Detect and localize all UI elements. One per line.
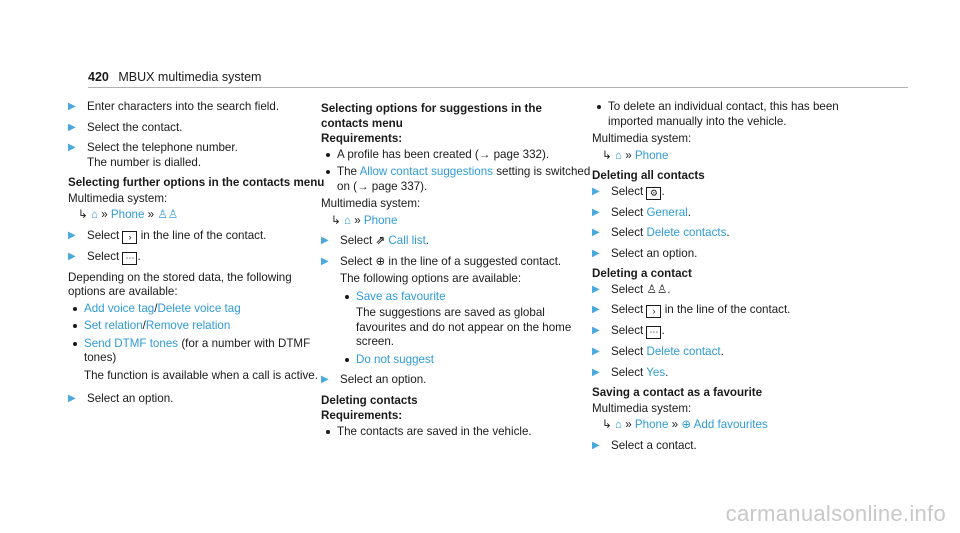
column-2 bbox=[321, 100, 591, 442]
column-1 bbox=[68, 100, 328, 413]
add-circle-icon: ⊕ bbox=[681, 418, 692, 431]
forward-icon: » bbox=[354, 213, 361, 227]
list-item: The contacts are saved in the vehicle. bbox=[321, 425, 591, 440]
watermark: carmanualsonline.info bbox=[725, 501, 946, 526]
requirements-label: Requirements: bbox=[321, 409, 403, 422]
path-phone: Phone bbox=[634, 148, 669, 162]
step: ▶ Select an option. bbox=[68, 392, 328, 407]
general-link[interactable]: General bbox=[646, 205, 688, 219]
path-arrow-icon: ↳ bbox=[602, 418, 612, 431]
yes-link[interactable]: Yes bbox=[646, 365, 666, 379]
add-favourites-link[interactable]: Add favourites bbox=[693, 418, 768, 431]
section-heading: Saving a contact as a favourite bbox=[592, 386, 763, 399]
chevron-right-icon: › bbox=[122, 231, 137, 244]
page-header bbox=[88, 70, 261, 84]
option-link[interactable]: Add voice tag bbox=[84, 301, 155, 315]
list-item: To delete an individual contact, this has been imported manually into the vehicle. bbox=[592, 100, 872, 129]
path-phone: Phone bbox=[634, 418, 669, 431]
home-icon: ⌂ bbox=[614, 418, 622, 431]
path-arrow-icon: ↳ bbox=[602, 148, 612, 162]
list-item: Add voice tag/Delete voice tag bbox=[68, 302, 328, 317]
home-icon: ⌂ bbox=[614, 148, 622, 162]
option-link[interactable]: Do not suggest bbox=[356, 352, 434, 366]
list-item: The Allow contact suggestions setting is switched on (→ page 337). bbox=[321, 165, 591, 194]
step: ▶ Select ⊕ in the line of a suggested contact. The following options are available: Save as favourite The suggestions are saved as global favourites and do not appear on the home screen. Do not suggest bbox=[321, 255, 591, 368]
settings-icon: ⚙ bbox=[646, 187, 661, 200]
step: ▶ Select › in the line of the contact. bbox=[592, 303, 872, 318]
list-item: A profile has been created (→ page 332). bbox=[321, 148, 591, 163]
forward-icon: » bbox=[671, 418, 679, 431]
option-link[interactable]: Remove relation bbox=[145, 319, 231, 332]
section-heading: Selecting options for suggestions in the contacts menu bbox=[321, 102, 542, 130]
home-icon: ⌂ bbox=[343, 213, 351, 227]
delete-contact-link[interactable]: Delete contact bbox=[646, 345, 721, 358]
step: ▶ Select the contact. bbox=[68, 121, 328, 136]
more-icon: ⋯ bbox=[646, 326, 661, 339]
step: ▶ Select ⚙ . bbox=[592, 185, 872, 200]
label: Multimedia system: bbox=[68, 191, 168, 205]
step: ▶ Select Delete contact. bbox=[592, 345, 872, 360]
step: ▶ Enter characters into the search field. bbox=[68, 100, 328, 115]
label: Multimedia system: bbox=[592, 401, 692, 415]
menu-path bbox=[68, 208, 328, 223]
step: ▶ Select ⇗ Call list. bbox=[321, 234, 591, 249]
path-arrow-icon: ↳ bbox=[78, 208, 88, 221]
step: ▶ Select an option. bbox=[592, 247, 872, 262]
call-list-icon: ⇗ bbox=[375, 234, 386, 247]
step: ▶ Select ♙♙. bbox=[592, 283, 872, 298]
step: ▶ Select an option. bbox=[321, 373, 591, 388]
section-heading: Deleting contacts bbox=[321, 393, 418, 407]
setting-link[interactable]: Allow contact suggestions bbox=[359, 165, 493, 178]
path-arrow-icon: ↳ bbox=[331, 213, 341, 227]
option-link[interactable]: Set relation bbox=[84, 319, 143, 332]
page-header-title: MBUX multimedia system bbox=[118, 70, 262, 84]
forward-icon: » bbox=[625, 418, 632, 431]
call-list-link[interactable]: Call list bbox=[388, 234, 426, 247]
label: Multimedia system: bbox=[321, 197, 421, 210]
step: ▶ Select ⋯ . bbox=[68, 250, 328, 265]
contacts-icon: ♙♙ bbox=[157, 208, 179, 221]
chevron-down-circle-icon: ⊕ bbox=[375, 254, 386, 268]
home-icon: ⌂ bbox=[90, 208, 98, 221]
option-link[interactable]: Send DTMF tones bbox=[84, 336, 179, 350]
forward-icon: » bbox=[147, 208, 155, 221]
option-link[interactable]: Delete voice tag bbox=[157, 301, 241, 315]
menu-path bbox=[592, 149, 872, 164]
list-item bbox=[340, 353, 591, 368]
list-item: Set relation/Remove relation bbox=[68, 319, 328, 334]
chevron-right-icon: › bbox=[646, 305, 661, 318]
header-divider bbox=[88, 87, 908, 88]
more-icon: ⋯ bbox=[122, 252, 137, 265]
section-heading: Deleting all contacts bbox=[592, 169, 705, 182]
paragraph: Depending on the stored data, the following options are available: bbox=[68, 270, 292, 298]
step: ▶ Select the telephone number. The number is dialled. bbox=[68, 141, 328, 170]
step: ▶ Select Delete contacts. bbox=[592, 226, 872, 241]
list-item: Send DTMF tones (for a number with DTMF tones) The function is available when a call is active. bbox=[68, 337, 328, 384]
forward-icon: » bbox=[625, 148, 632, 162]
contacts-icon: ♙♙ bbox=[646, 282, 668, 296]
step: ▶ Select a contact. bbox=[592, 439, 872, 454]
section-heading: Selecting further options in the contacts menu bbox=[68, 176, 325, 189]
page-number: 420 bbox=[88, 70, 109, 84]
step: ▶ Select General. bbox=[592, 206, 872, 221]
requirements-label: Requirements: bbox=[321, 132, 403, 145]
step: ▶ Select ⋯ . bbox=[592, 324, 872, 339]
menu-path bbox=[321, 214, 591, 229]
step: ▶ Select Yes. bbox=[592, 366, 872, 381]
list-item: Save as favourite The suggestions are saved as global favourites and do not appear on the home screen. bbox=[340, 290, 591, 350]
option-link[interactable]: Save as favourite bbox=[356, 289, 446, 303]
menu-path bbox=[592, 418, 872, 433]
step: ▶ Select › in the line of the contact. bbox=[68, 229, 328, 244]
path-phone: Phone bbox=[363, 213, 398, 227]
section-heading: Deleting a contact bbox=[592, 267, 692, 280]
path-phone: Phone bbox=[110, 208, 145, 221]
delete-contacts-link[interactable]: Delete contacts bbox=[646, 226, 727, 239]
label: Multimedia system: bbox=[592, 132, 692, 145]
column-3 bbox=[592, 100, 872, 459]
forward-icon: » bbox=[101, 208, 108, 221]
